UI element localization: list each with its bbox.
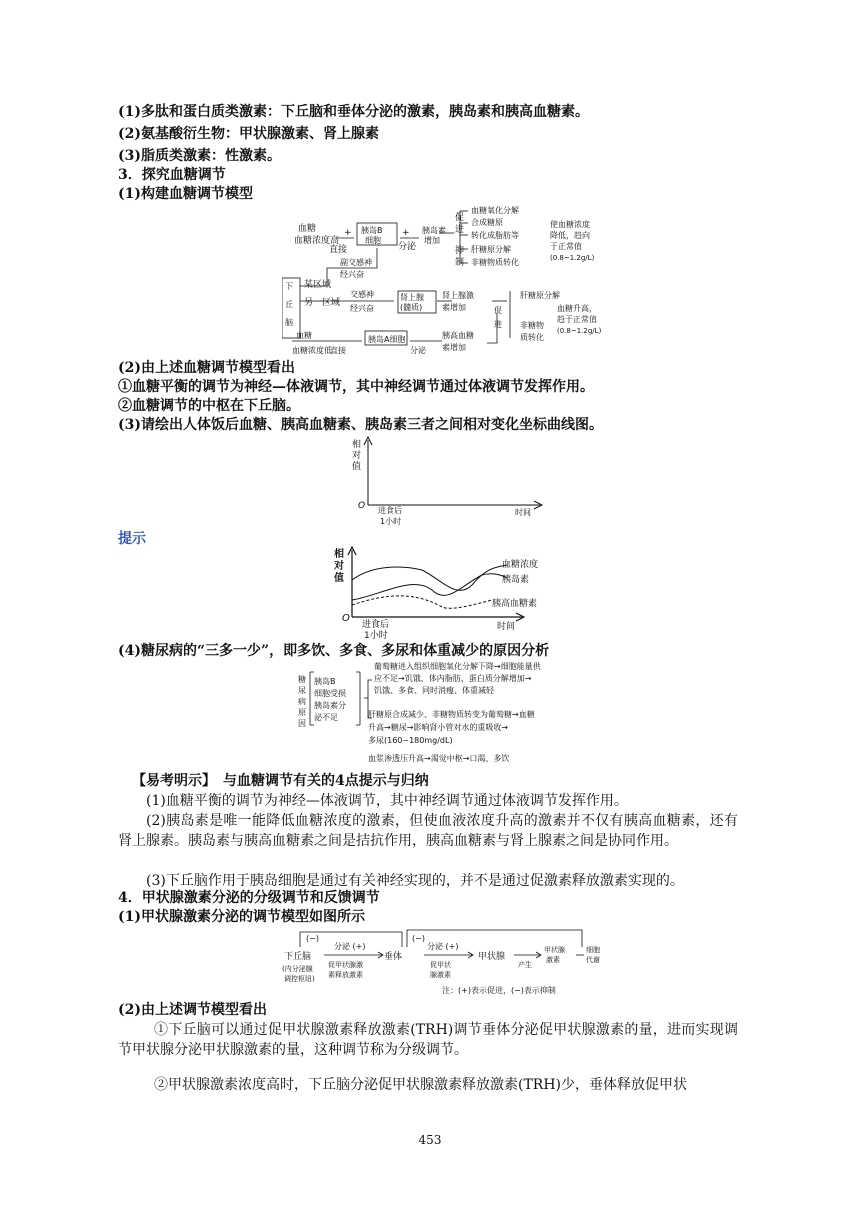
svg-text:值: 值 (352, 462, 362, 472)
svg-text:细胞: 细胞 (365, 236, 381, 245)
svg-text:进食后: 进食后 (362, 620, 390, 630)
tip-label: 提示 (118, 531, 146, 547)
line-thyroid-conclusion: (2)由上述调节模型看出 (118, 1002, 267, 1018)
svg-text:肝糖原分解: 肝糖原分解 (471, 245, 511, 254)
line-amino-hormones: (2)氨基酸衍生物：甲状腺激素、肾上腺素 (118, 126, 379, 142)
svg-text:肝糖原分解: 肝糖原分解 (520, 291, 560, 300)
svg-text:降低，趋向: 降低，趋向 (550, 231, 590, 240)
glu-high-1: 血糖 (298, 224, 317, 234)
page-number: 453 (418, 1133, 442, 1147)
svg-text:经兴奋: 经兴奋 (350, 304, 374, 313)
svg-text:腺激素: 腺激素 (430, 971, 451, 979)
svg-text:分泌: 分泌 (410, 346, 426, 355)
line-lipid-hormones: (3)脂质类激素：性激素。 (118, 148, 281, 164)
svg-text:经兴奋: 经兴奋 (340, 270, 364, 279)
hypothalamus-label: 下丘脑 (284, 952, 312, 962)
svg-text:1小时: 1小时 (380, 517, 402, 525)
line-peptide-hormones: (1)多肽和蛋白质类激素：下丘脑和垂体分泌的激素，胰岛素和胰高血糖素。 (118, 104, 589, 120)
svg-text:糖: 糖 (298, 675, 306, 684)
svg-text:增加: 增加 (424, 236, 440, 245)
adrenal-box: 肾上腺 (400, 293, 424, 302)
svg-text:交感神: 交感神 (350, 290, 374, 299)
svg-text:进: 进 (455, 225, 465, 235)
curve-glucagon (352, 596, 492, 608)
line-diabetes: (4)糖尿病的“三多一少”，即多饮、多食、多尿和体重减少的原因分析 (118, 643, 550, 659)
insulin-up: 胰岛素 (422, 226, 446, 235)
svg-text:某区域: 某区域 (304, 280, 332, 290)
tip-3: (3)下丘脑作用于胰岛细胞是通过有关神经实现的，并不是通过促激素释放激素实现的。 (146, 873, 684, 889)
result-raise: 血糖升高， (557, 304, 597, 313)
svg-text:1小时: 1小时 (364, 631, 388, 641)
pituitary-label: 垂体 (384, 952, 403, 962)
svg-text:转化成脂肪等: 转化成脂肪等 (471, 231, 519, 240)
svg-text:(0.8~1.2g/L): (0.8~1.2g/L) (557, 327, 602, 335)
svg-text:进: 进 (494, 320, 502, 329)
line-neuro-humoral: ①血糖平衡的调节为神经—体液调节，其中神经调节通过体液调节发挥作用。 (118, 379, 594, 395)
svg-text:抑: 抑 (455, 246, 465, 256)
svg-text:合成糖原: 合成糖原 (471, 218, 503, 227)
line-center-hypothalamus: ②血糖调节的中枢在下丘脑。 (118, 398, 300, 414)
svg-text:非糖物质转化: 非糖物质转化 (471, 258, 519, 267)
thyroid-diagram (282, 927, 612, 999)
svg-text:对: 对 (334, 561, 344, 572)
svg-text:对: 对 (352, 451, 362, 461)
svg-text:饥饿、多食、同时消瘦、体重减轻: 饥饿、多食、同时消瘦、体重减轻 (374, 686, 494, 695)
line-graded-regulation: ①下丘脑可以通过促甲状腺激素释放激素(TRH)调节垂体分泌促甲状腺激素的量，进而实现调节甲状腺分泌甲状腺激素的量，这种调节称为分级调节。 (118, 1022, 738, 1058)
result-lower: 使血糖浓度 (550, 220, 590, 229)
islet-a-label: 胰岛A细胞 (368, 335, 406, 344)
legend-insulin: 胰岛素 (502, 575, 530, 585)
legend-glucose: 血糖浓度 (502, 560, 539, 570)
blank-axes (340, 435, 550, 525)
svg-text:多尿(160~180mg/dL): 多尿(160~180mg/dL) (368, 736, 453, 745)
svg-text:产生: 产生 (518, 961, 532, 969)
svg-text:胰岛B: 胰岛B (314, 677, 336, 686)
svg-text:升高→糖尿→影响肾小管对水的重吸收→: 升高→糖尿→影响肾小管对水的重吸收→ (368, 723, 509, 732)
tip-1: (1)血糖平衡的调节为神经—体液调节，其中神经调节通过体液调节发挥作用。 (146, 793, 628, 809)
svg-text:相: 相 (334, 549, 344, 560)
direct-label: 直接 (329, 245, 348, 255)
legend-glucagon: 胰高血糖素 (492, 599, 538, 609)
svg-text:另一区域: 另一区域 (304, 298, 341, 308)
svg-text:于正常值: 于正常值 (550, 242, 582, 251)
svg-text:激素: 激素 (546, 956, 560, 964)
svg-text:促: 促 (455, 213, 465, 223)
svg-text:血浆渗透压升高→渴觉中枢→口渴、多饮: 血浆渗透压升高→渴觉中枢→口渴、多饮 (368, 754, 510, 763)
thyroid-label: 甲状腺 (478, 952, 506, 962)
svg-text:时间: 时间 (515, 508, 531, 517)
svg-text:分泌 (+): 分泌 (+) (427, 942, 459, 951)
curve-insulin (352, 574, 507, 600)
svg-text:O: O (342, 613, 350, 624)
svg-text:病: 病 (298, 697, 306, 706)
svg-text:(0.8~1.2g/L): (0.8~1.2g/L) (550, 254, 595, 262)
svg-text:代谢: 代谢 (586, 956, 600, 964)
svg-text:细胞受损: 细胞受损 (314, 689, 346, 698)
secrete-label: 分泌 (398, 242, 417, 252)
svg-text:直接: 直接 (330, 346, 346, 355)
thyroid-note: 注：(+)表示促进，(−)表示抑制 (442, 986, 556, 995)
line-feedback: ②甲状腺激素浓度高时，下丘脑分泌促甲状腺激素释放激素(TRH)少，垂体释放促甲状 (154, 1077, 688, 1093)
svg-text:时间: 时间 (497, 622, 516, 632)
hypothalamus-box: 下 (285, 282, 293, 291)
svg-text:(髓质): (髓质) (400, 303, 423, 312)
svg-text:原: 原 (298, 708, 306, 717)
section-4-heading: 4．甲状腺激素分泌的分级调节和反馈调节 (118, 890, 380, 906)
glu-low-label: 血糖浓度低 (292, 346, 332, 355)
curve-blood-glucose (352, 565, 507, 590)
svg-text:素增加: 素增加 (442, 303, 466, 312)
svg-text:因: 因 (298, 719, 306, 728)
svg-text:葡萄糖进入组织细胞氧化分解下降→细胞能量供: 葡萄糖进入组织细胞氧化分解下降→细胞能量供 (374, 662, 541, 671)
svg-text:丘: 丘 (285, 300, 293, 309)
section-3-heading: 3．探究血糖调节 (118, 167, 226, 183)
svg-text:分泌 (+): 分泌 (+) (334, 942, 366, 951)
svg-text:(−): (−) (306, 934, 319, 943)
answer-curve-graph (332, 545, 572, 645)
svg-text:+: + (402, 228, 410, 238)
svg-text:胰高血糖: 胰高血糖 (442, 331, 474, 340)
tips-heading: 【易考明示】 与血糖调节有关的4点提示与归纳 (132, 773, 429, 789)
svg-text:调控枢纽): 调控枢纽) (284, 975, 315, 983)
svg-text:+: + (344, 228, 352, 238)
islet-b-label: 胰岛B (361, 226, 383, 235)
svg-text:O: O (358, 501, 366, 511)
svg-text:相: 相 (352, 440, 362, 450)
svg-text:值: 值 (334, 573, 344, 584)
svg-text:趋于正常值: 趋于正常值 (557, 315, 597, 324)
svg-text:素释放激素: 素释放激素 (328, 971, 363, 979)
svg-text:促: 促 (494, 306, 502, 315)
svg-text:泌不足: 泌不足 (314, 713, 338, 722)
svg-text:细胞: 细胞 (586, 946, 600, 954)
diabetes-diagram (296, 660, 626, 768)
svg-text:肝糖原合成减少、非糖物质转变为葡萄糖→血糖: 肝糖原合成减少、非糖物质转变为葡萄糖→血糖 (368, 710, 535, 719)
glu-high-label: 血糖浓度高 (294, 236, 340, 246)
line-draw-curves: (3)请绘出人体饭后血糖、胰高血糖素、胰岛素三者之间相对变化坐标曲线图。 (118, 417, 603, 433)
line-thyroid-model: (1)甲状腺激素分泌的调节模型如图所示 (118, 909, 365, 925)
svg-text:制: 制 (455, 258, 465, 268)
svg-text:(−): (−) (412, 934, 425, 943)
promote-1: 血糖氧化分解 (471, 206, 519, 215)
svg-text:甲状腺: 甲状腺 (544, 946, 565, 954)
svg-text:应不足→饥饿、体内脂肪、蛋白质分解增加→: 应不足→饥饿、体内脂肪、蛋白质分解增加→ (374, 674, 532, 683)
tip-2: (2)胰岛素是唯一能降低血糖浓度的激素，但使血液浓度升高的激素并不仅有胰高血糖素，还有肾上腺素。胰岛素与胰高血糖素之间是拮抗作用，胰高血糖素与肾上腺素之间是协同作用。 (118, 813, 738, 849)
svg-text:血糖: 血糖 (296, 331, 312, 340)
svg-text:进食后: 进食后 (378, 506, 402, 515)
svg-text:促甲状腺激: 促甲状腺激 (328, 961, 363, 969)
svg-text:素增加: 素增加 (442, 343, 466, 352)
svg-text:促甲状: 促甲状 (430, 961, 451, 969)
line-build-model: (1)构建血糖调节模型 (118, 186, 253, 202)
glucose-model-diagram (282, 203, 612, 358)
svg-text:胰岛素分: 胰岛素分 (314, 701, 346, 710)
svg-text:尿: 尿 (298, 686, 306, 695)
svg-text:非糖物: 非糖物 (520, 321, 544, 330)
svg-text:质转化: 质转化 (520, 333, 544, 342)
line-model-conclusion: (2)由上述血糖调节模型看出 (118, 360, 295, 376)
svg-text:肾上腺激: 肾上腺激 (442, 291, 474, 300)
svg-text:脑: 脑 (285, 318, 293, 327)
svg-text:(内分泌腺: (内分泌腺 (282, 965, 313, 973)
parasym-label: 副交感神 (340, 258, 372, 267)
